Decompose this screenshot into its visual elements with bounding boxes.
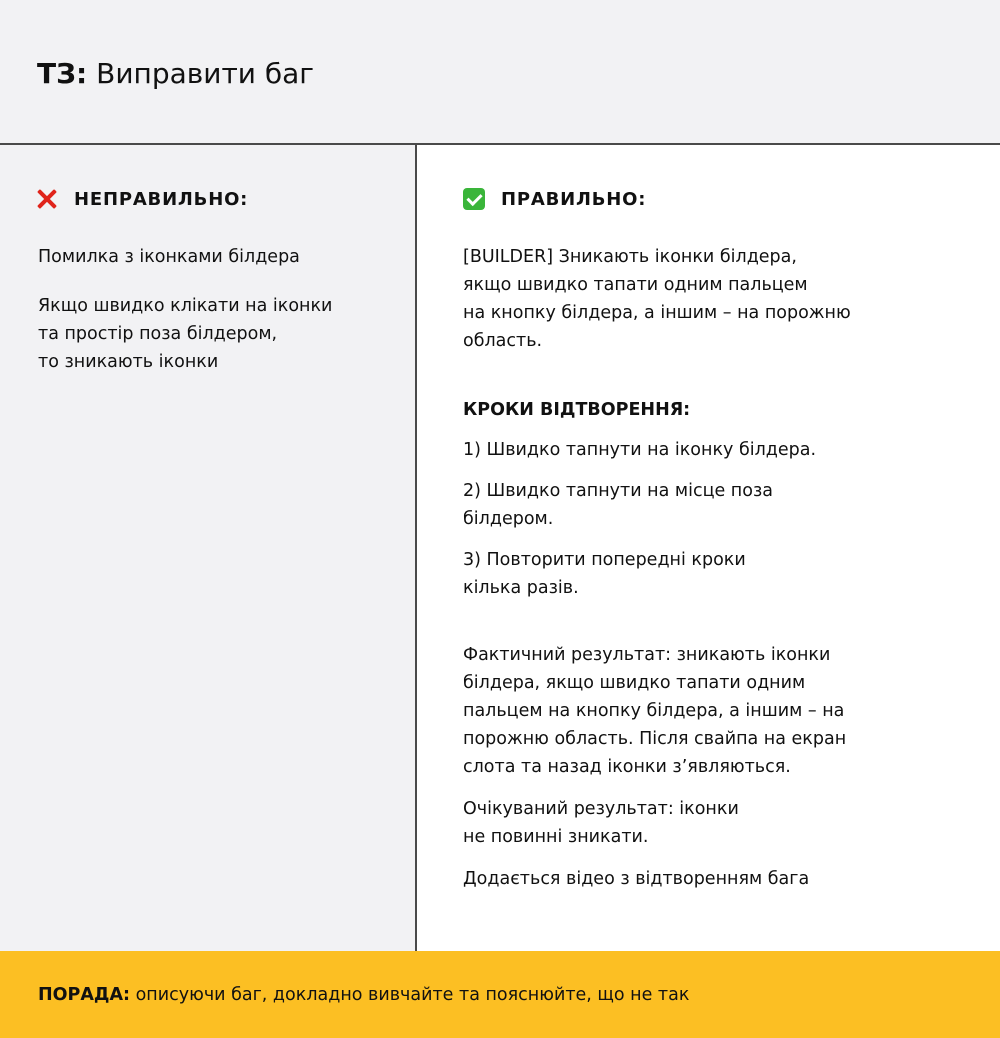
wrong-description: Якщо швидко клікати на іконки та простір поза білдером, то зникають іконки — [38, 296, 333, 372]
title-prefix: ТЗ: — [37, 57, 88, 90]
tip-banner — [0, 951, 1000, 1038]
bug-title: [BUILDER] Зникають іконки білдера, якщо швидко тапати одним пальцем на кнопку білдера, а іншим – на порожню область. — [463, 247, 851, 351]
step-2: 2) Швидко тапнути на місце поза білдером. — [463, 481, 773, 529]
right-column — [417, 145, 1000, 951]
right-heading-label: ПРАВИЛЬНО: — [501, 188, 647, 210]
check-mark-icon — [463, 188, 485, 210]
expected-result: Очікуваний результат: іконки не повинні зникати. — [463, 799, 739, 847]
tip-body: описуючи баг, докладно вивчайте та пояснюйте, що не так — [130, 985, 690, 1005]
video-note: Додається відео з відтворенням бага — [463, 869, 810, 889]
tip-label: ПОРАДА: — [38, 985, 131, 1005]
page-title — [37, 54, 314, 94]
wrong-heading — [36, 188, 248, 210]
step-3: 3) Повторити попередні кроки кілька разів. — [463, 550, 746, 598]
wrong-column — [0, 145, 417, 951]
header — [0, 0, 1000, 145]
wrong-heading-label: НЕПРАВИЛЬНО: — [74, 188, 249, 210]
step-1: 1) Швидко тапнути на іконку білдера. — [463, 440, 817, 460]
title-text: Виправити баг — [96, 57, 314, 90]
actual-result: Фактичний результат: зникають іконки білдера, якщо швидко тапати одним пальцем на кнопку білдера, а іншим – на порожню область. Після свайпа на екран слота та назад іконки з’являються. — [463, 645, 847, 777]
cross-mark-icon — [36, 188, 58, 210]
wrong-summary: Помилка з іконками білдера — [38, 247, 300, 267]
right-heading — [463, 188, 646, 210]
tip-text — [38, 981, 689, 1009]
steps-heading: КРОКИ ВІДТВОРЕННЯ: — [463, 400, 691, 420]
